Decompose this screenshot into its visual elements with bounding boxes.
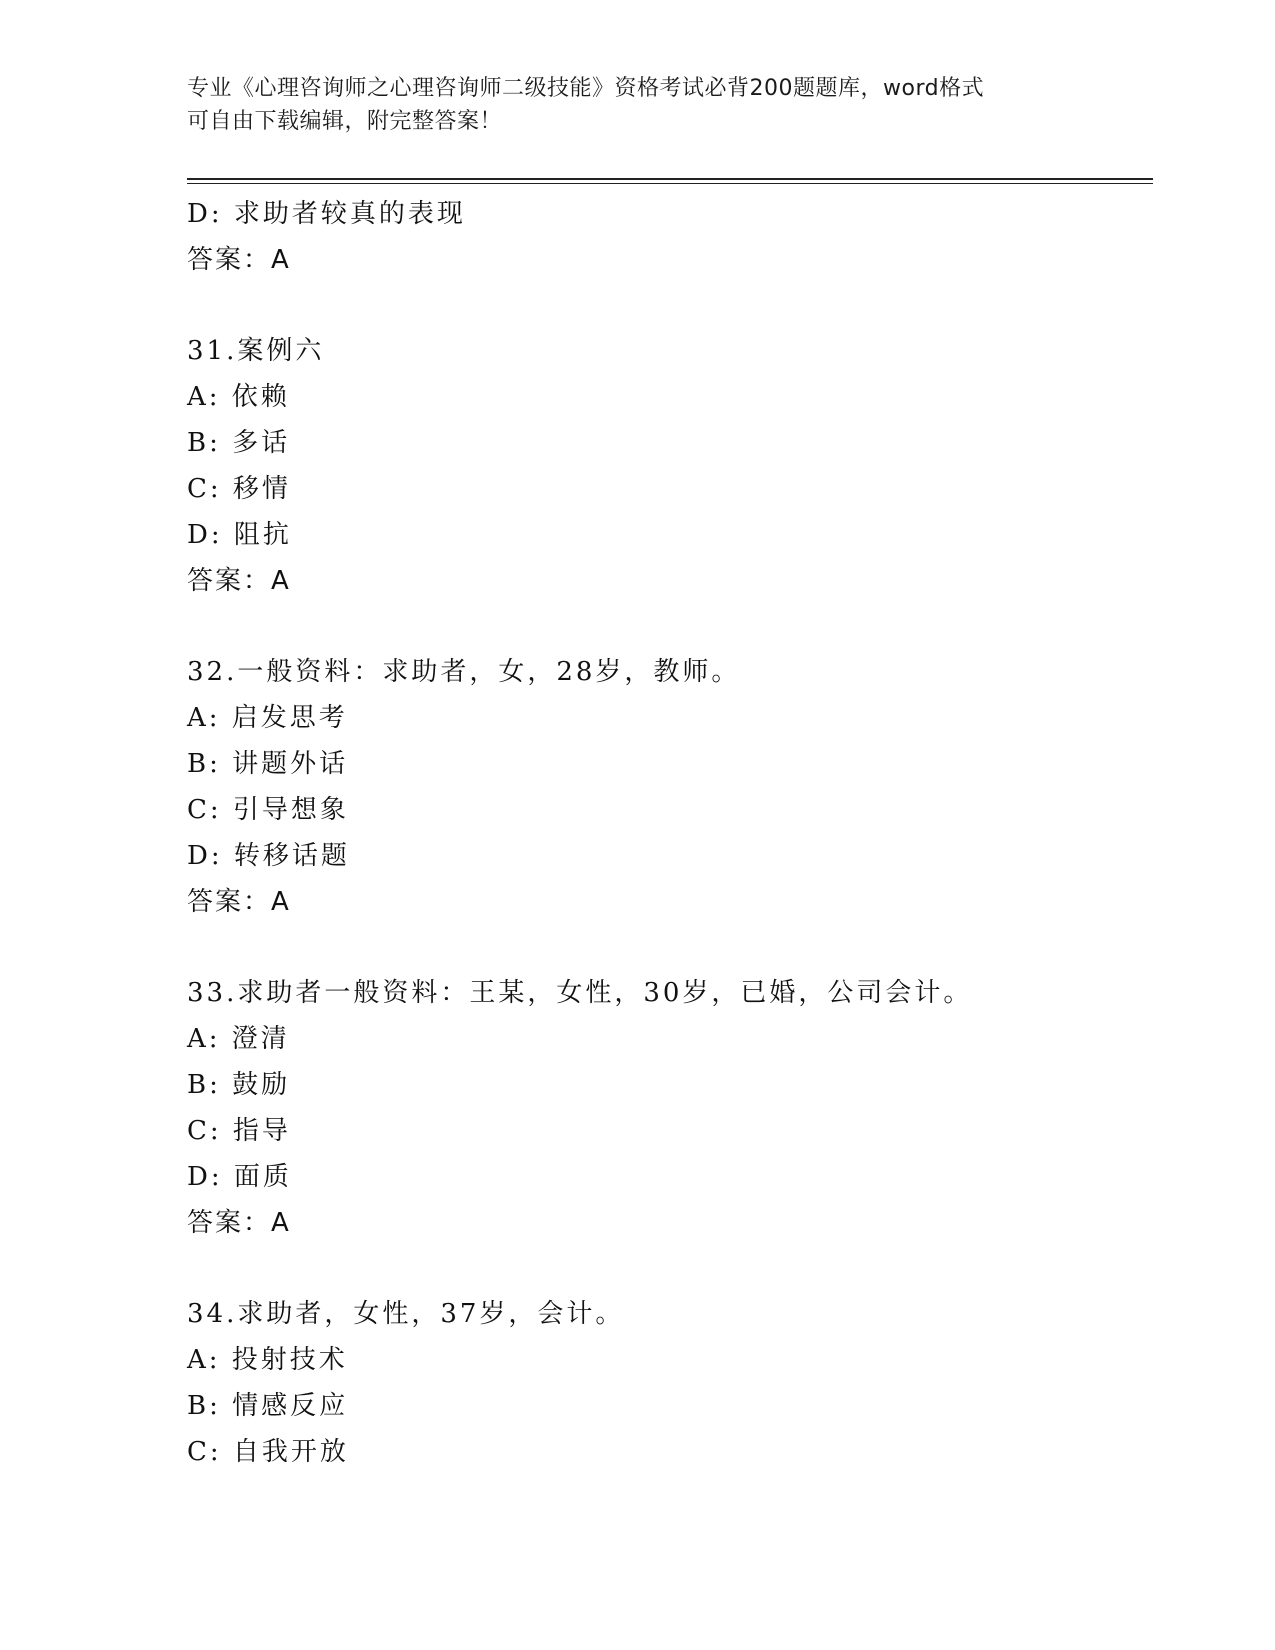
spacer [187, 604, 1153, 649]
question-34 [187, 1291, 1153, 1475]
option-a: A: 澄清 [187, 1024, 290, 1054]
question-33 [187, 970, 1153, 1246]
option-c: C: 引导想象 [187, 795, 349, 825]
option-c: C: 指导 [187, 1116, 291, 1146]
answer-line: 答案：A [187, 887, 291, 917]
option-a: A: 投射技术 [187, 1345, 348, 1375]
option-a: A: 依赖 [187, 382, 290, 412]
option-a: A: 启发思考 [187, 703, 348, 733]
question-stem: 31.案例六 [187, 336, 325, 366]
answer-line: 答案：A [187, 245, 291, 275]
spacer [187, 283, 1153, 328]
option-b: B: 讲题外话 [187, 749, 349, 779]
question-32 [187, 649, 1153, 925]
option-c: C: 自我开放 [187, 1437, 349, 1467]
option-d: D: 求助者较真的表现 [187, 199, 466, 229]
option-d: D: 阻抗 [187, 520, 292, 550]
header-rule-thin [187, 183, 1153, 184]
header-line-2: 可自由下载编辑，附完整答案！ [187, 109, 503, 134]
document-header [187, 72, 1077, 138]
question-stem: 33.求助者一般资料：王某，女性，30岁，已婚，公司会计。 [187, 978, 973, 1008]
option-b: B: 多话 [187, 428, 291, 458]
spacer [187, 925, 1153, 970]
document-body [187, 191, 1153, 1475]
option-c: C: 移情 [187, 474, 291, 504]
option-b: B: 鼓励 [187, 1070, 291, 1100]
option-d: D: 转移话题 [187, 841, 350, 871]
option-b: B: 情感反应 [187, 1391, 349, 1421]
header-line-1: 专业《心理咨询师之心理咨询师二级技能》资格考试必背200题题库，word格式 [187, 76, 985, 101]
question-stem: 32.一般资料：求助者，女，28岁，教师。 [187, 657, 741, 687]
spacer [187, 1246, 1153, 1291]
question-stem: 34.求助者，女性，37岁，会计。 [187, 1299, 625, 1329]
question-30-continued [187, 191, 1153, 283]
answer-line: 答案：A [187, 1208, 291, 1238]
question-31 [187, 328, 1153, 604]
answer-line: 答案：A [187, 566, 291, 596]
header-rule-thick [187, 178, 1153, 180]
option-d: D: 面质 [187, 1162, 292, 1192]
